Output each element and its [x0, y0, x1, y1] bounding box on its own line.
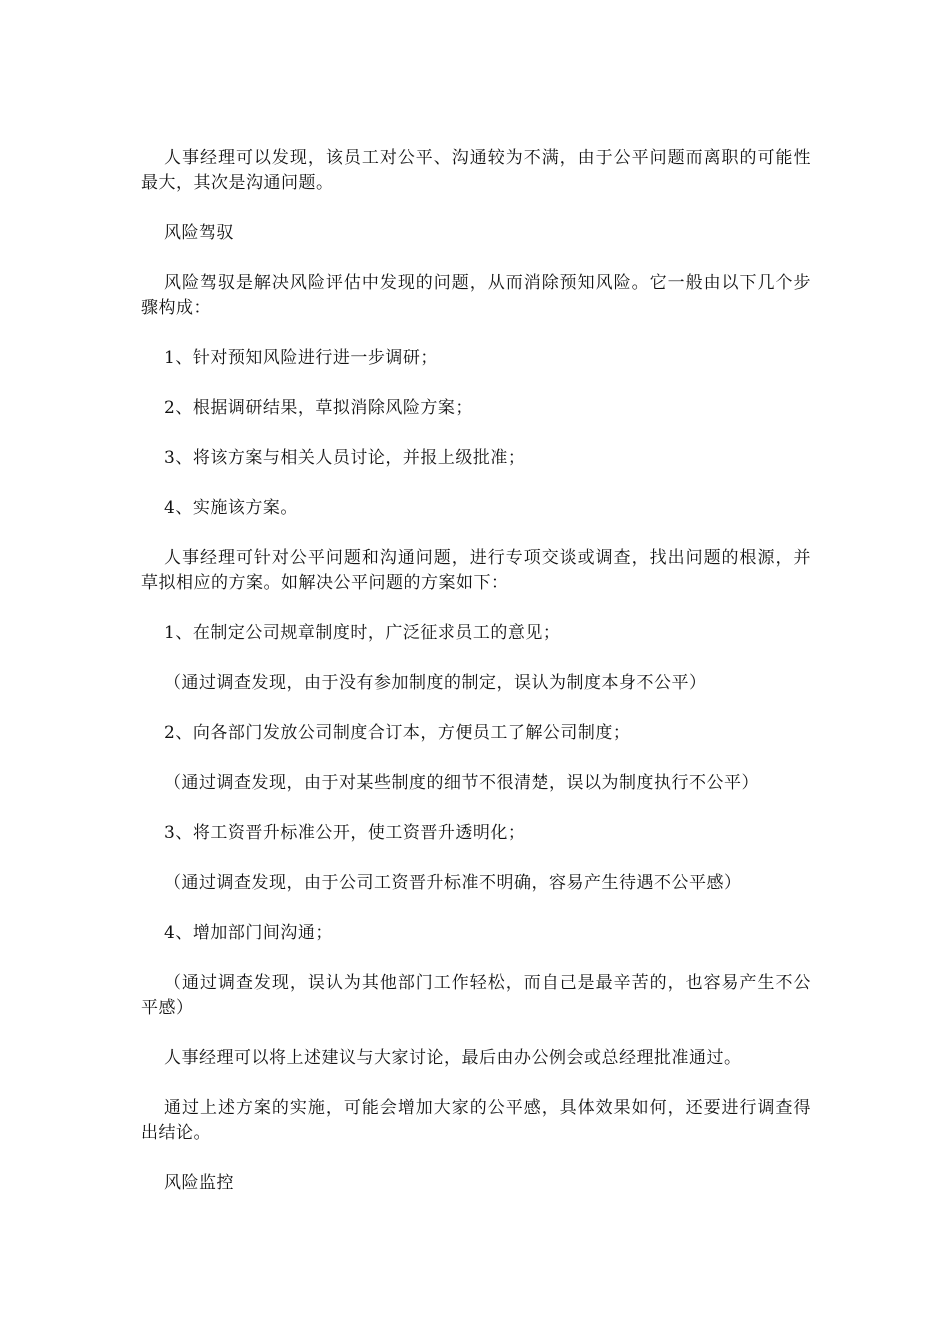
paragraph: 风险驾驭是解决风险评估中发现的问题，从而消除预知风险。它一般由以下几个步骤构成：: [141, 273, 811, 318]
paragraph: 人事经理可针对公平问题和沟通问题，进行专项交谈或调查，找出问题的根源，并草拟相应的方案。如解决公平问题的方案如下：: [141, 548, 811, 593]
list-item-note: （通过调查发现，由于公司工资晋升标准不明确，容易产生待遇不公平感）: [164, 873, 742, 893]
section-heading: 风险监控: [164, 1173, 234, 1193]
list-item: 1、针对预知风险进行进一步调研；: [164, 348, 438, 368]
list-item: 1、在制定公司规章制度时，广泛征求员工的意见；: [164, 623, 561, 643]
list-item-note: （通过调查发现，由于对某些制度的细节不很清楚，误以为制度执行不公平）: [164, 773, 759, 793]
list-item-note: （通过调查发现，由于没有参加制度的制定，误认为制度本身不公平）: [164, 673, 707, 693]
list-item: 2、向各部门发放公司制度合订本，方便员工了解公司制度；: [164, 723, 631, 743]
list-item: 3、将该方案与相关人员讨论，并报上级批准；: [164, 448, 526, 468]
list-item: 2、根据调研结果，草拟消除风险方案；: [164, 398, 473, 418]
paragraph: 人事经理可以将上述建议与大家讨论，最后由办公例会或总经理批准通过。: [164, 1048, 742, 1068]
paragraph: 人事经理可以发现，该员工对公平、沟通较为不满，由于公平问题而离职的可能性最大，其次是沟通问题。: [141, 148, 811, 193]
section-heading: 风险驾驭: [164, 223, 234, 243]
list-item-note: （通过调查发现，误认为其他部门工作轻松，而自己是最辛苦的，也容易产生不公平感）: [141, 973, 811, 1018]
paragraph: 通过上述方案的实施，可能会增加大家的公平感，具体效果如何，还要进行调查得出结论。: [141, 1098, 811, 1143]
list-item: 4、增加部门间沟通；: [164, 923, 333, 943]
list-item: 4、实施该方案。: [164, 498, 298, 518]
document-body: [141, 146, 811, 1221]
list-item: 3、将工资晋升标准公开，使工资晋升透明化；: [164, 823, 526, 843]
